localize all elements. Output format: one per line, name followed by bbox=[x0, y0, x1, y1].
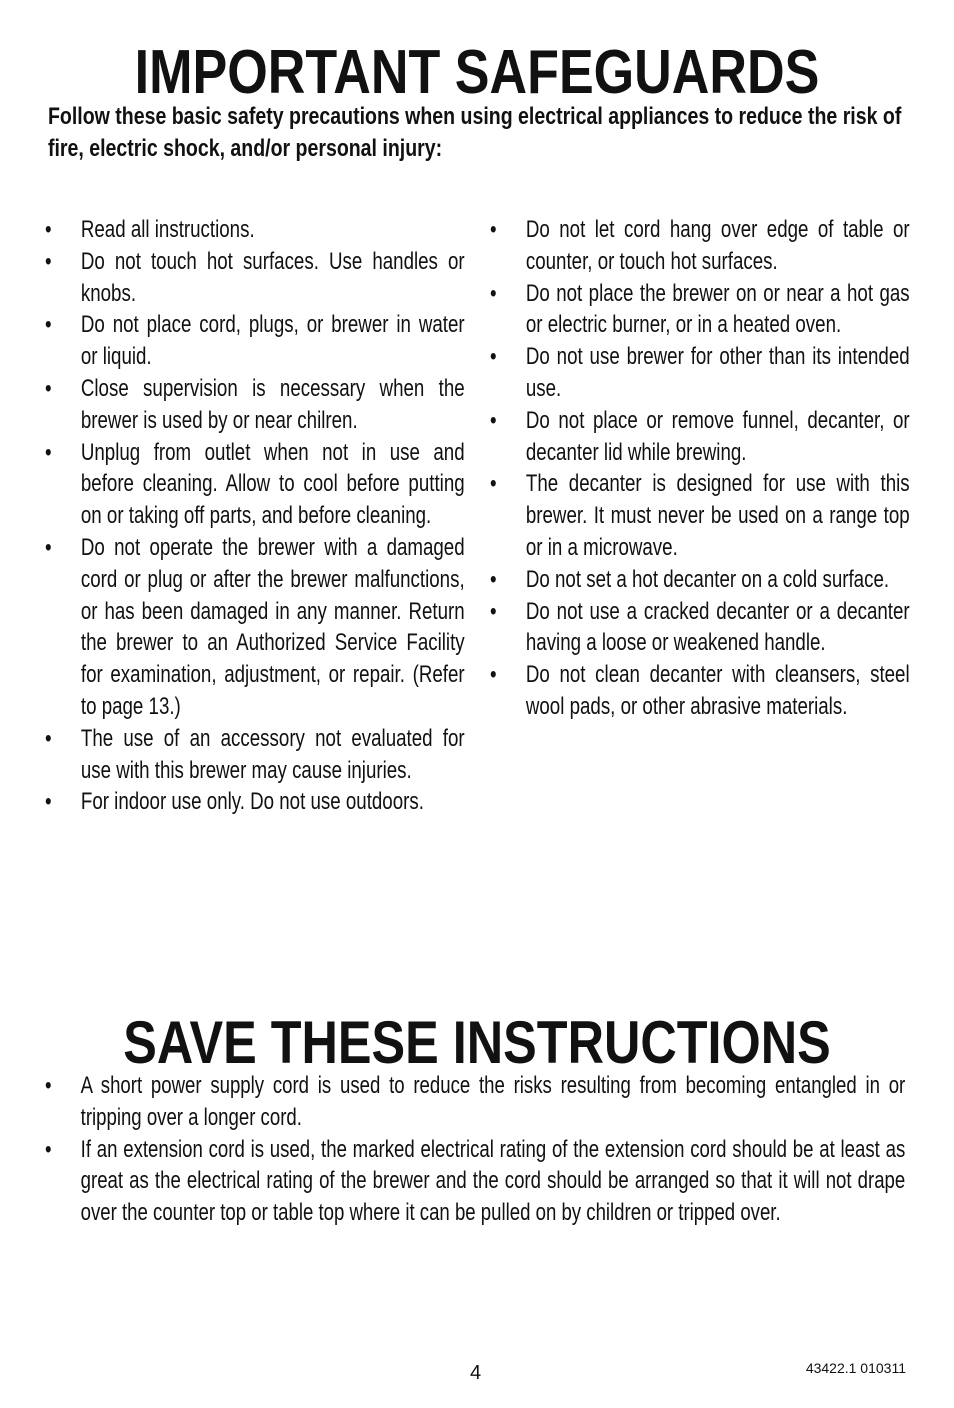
list-item: • Do not set a hot decanter on a cold surface. bbox=[490, 564, 910, 596]
bullet-icon: • bbox=[45, 374, 52, 402]
list-item: • Close supervision is necessary when the brewer is used by or near chilren. bbox=[45, 374, 465, 434]
bullet-icon: • bbox=[45, 533, 52, 561]
save-instructions-list bbox=[45, 1070, 905, 1229]
list-item: • Do not operate the brewer with a damaged cord or plug or after the brewer malfunctions, or has been damaged in any manner. Return the brewer to an Authorized Service Facility for examination, adjustment, or repair. (Refer to page 13.) bbox=[45, 533, 465, 720]
intro-text: Follow these basic safety precautions when using electrical appliances to reduce the risk of fire, electric shock, and/or personal injury: bbox=[48, 103, 902, 162]
bullet-icon: • bbox=[45, 1135, 52, 1163]
list-item: • Read all instructions. bbox=[45, 214, 465, 246]
bullet-icon: • bbox=[45, 788, 52, 816]
bullet-icon: • bbox=[490, 470, 497, 498]
list-item: • Do not use a cracked decanter or a decanter having a loose or weakened handle. bbox=[490, 597, 910, 657]
bullet-icon: • bbox=[45, 1072, 52, 1099]
list-item: • A short power supply cord is used to reduce the risks resulting from becoming entangled in or tripping over a longer cord. bbox=[45, 1072, 906, 1131]
list-item: • The decanter is designed for use with this brewer. It must never be used on a range top or in a microwave. bbox=[490, 470, 910, 561]
bullet-icon: • bbox=[490, 597, 497, 625]
document-code: 43422.1 010311 bbox=[805, 1360, 906, 1376]
bullet-icon: • bbox=[490, 343, 497, 371]
list-item: • Unplug from outlet when not in use and before cleaning. Allow to cool before putting on or taking off parts, and before cleaning. bbox=[45, 438, 465, 530]
list-item: • Do not place the brewer on or near a hot gas or electric burner, or in a heated oven. bbox=[490, 279, 910, 339]
section-title-save: SAVE THESE INSTRUCTIONS bbox=[123, 1009, 831, 1076]
list-item: • For indoor use only. Do not use outdoors. bbox=[45, 786, 465, 818]
bullet-icon: • bbox=[45, 247, 52, 275]
list-item: • Do not place cord, plugs, or brewer in water or liquid. bbox=[45, 311, 465, 371]
list-item: • Do not let cord hang over edge of table or counter, or touch hot surfaces. bbox=[490, 216, 910, 275]
page-number: 4 bbox=[470, 1362, 482, 1384]
bullet-icon: • bbox=[490, 565, 497, 593]
safeguards-list-right bbox=[490, 214, 910, 723]
bullet-icon: • bbox=[490, 406, 497, 434]
safeguards-list-left bbox=[45, 214, 465, 818]
list-item: • Do not use brewer for other than its intended use. bbox=[490, 343, 910, 402]
list-item: • If an extension cord is used, the marked electrical rating of the extension cord should be at least as great as the electrical rating of the brewer and the cord should be arranged so that it will not drape over the counter top or table top where it can be pulled on by children or tripped over. bbox=[45, 1135, 906, 1227]
bullet-icon: • bbox=[45, 438, 52, 466]
list-item: • Do not place or remove funnel, decanter, or decanter lid while brewing. bbox=[490, 406, 910, 466]
list-item: • The use of an accessory not evaluated for use with this brewer may cause injuries. bbox=[45, 724, 465, 784]
list-item: • Do not clean decanter with cleansers, steel wool pads, or other abrasive materials. bbox=[490, 661, 910, 720]
bullet-icon: • bbox=[490, 661, 497, 689]
bullet-icon: • bbox=[45, 216, 52, 243]
bullet-icon: • bbox=[45, 724, 52, 752]
list-item: • Do not touch hot surfaces. Use handles or knobs. bbox=[45, 247, 465, 307]
bullet-icon: • bbox=[490, 279, 497, 307]
bullet-icon: • bbox=[45, 311, 52, 339]
page-title: IMPORTANT SAFEGUARDS bbox=[134, 38, 820, 107]
bullet-icon: • bbox=[490, 216, 497, 243]
